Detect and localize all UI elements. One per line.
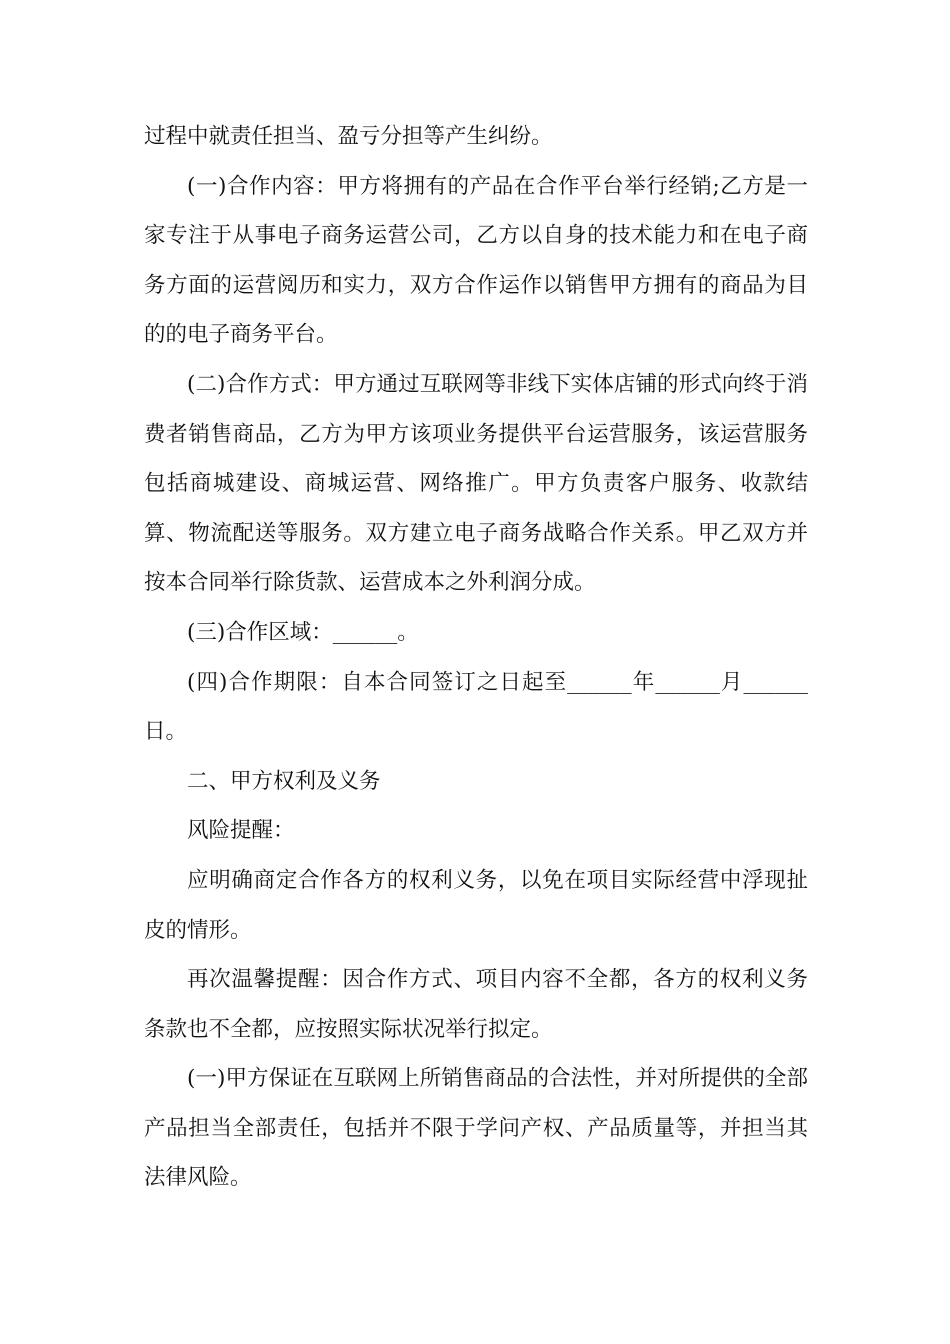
paragraph-risk-reminder-label: 风险提醒： [187,818,295,844]
paragraph-party-a-guarantee: (一)甲方保证在互联网上所销售商品的合法性，并对所提供的全部产品担当全部责任，包括并不限于学问产权、产品质量等，并担当其法律风险。 [144,1066,808,1191]
paragraph-cooperation-method: (二)合作方式：甲方通过互联网等非线下实体店铺的形式向终于消费者销售商品，乙方为甲方该项业务提供平台运营服务，该运营服务包括商城建设、商城运营、网络推广。甲方负责客户服务、收款结算、物流配送等服务。双方建立电子商务战略合作关系。甲乙双方并按本合同举行除货款、运营成本之外利润分成。 [144,371,808,596]
paragraph-cooperation-region: (三)合作区域：______。 [187,619,419,645]
paragraph-cooperation-content: (一)合作内容：甲方将拥有的产品在合作平台举行经销;乙方是一家专注于从事电子商务运营公司，乙方以自身的技术能力和在电子商务方面的运营阅历和实力，双方合作运作以销售甲方拥有的商品为目的的电子商务平台。 [144,173,808,348]
paragraph-dispute-ending: 过程中就责任担当、盈亏分担等产生纠纷。 [144,124,553,149]
paragraph-second-reminder: 再次温馨提醒：因合作方式、项目内容不全都，各方的权利义务条款也不全都，应按照实际状况举行拟定。 [144,967,808,1042]
section-heading-party-a-rights: 二、甲方权利及义务 [187,768,381,794]
paragraph-risk-reminder-text: 应明确商定合作各方的权利义务，以免在项目实际经营中浮现扯皮的情形。 [144,867,808,943]
document-page [144,112,808,1203]
paragraph-cooperation-term: (四)合作期限：自本合同签订之日起至______年______月______日。 [144,669,808,745]
